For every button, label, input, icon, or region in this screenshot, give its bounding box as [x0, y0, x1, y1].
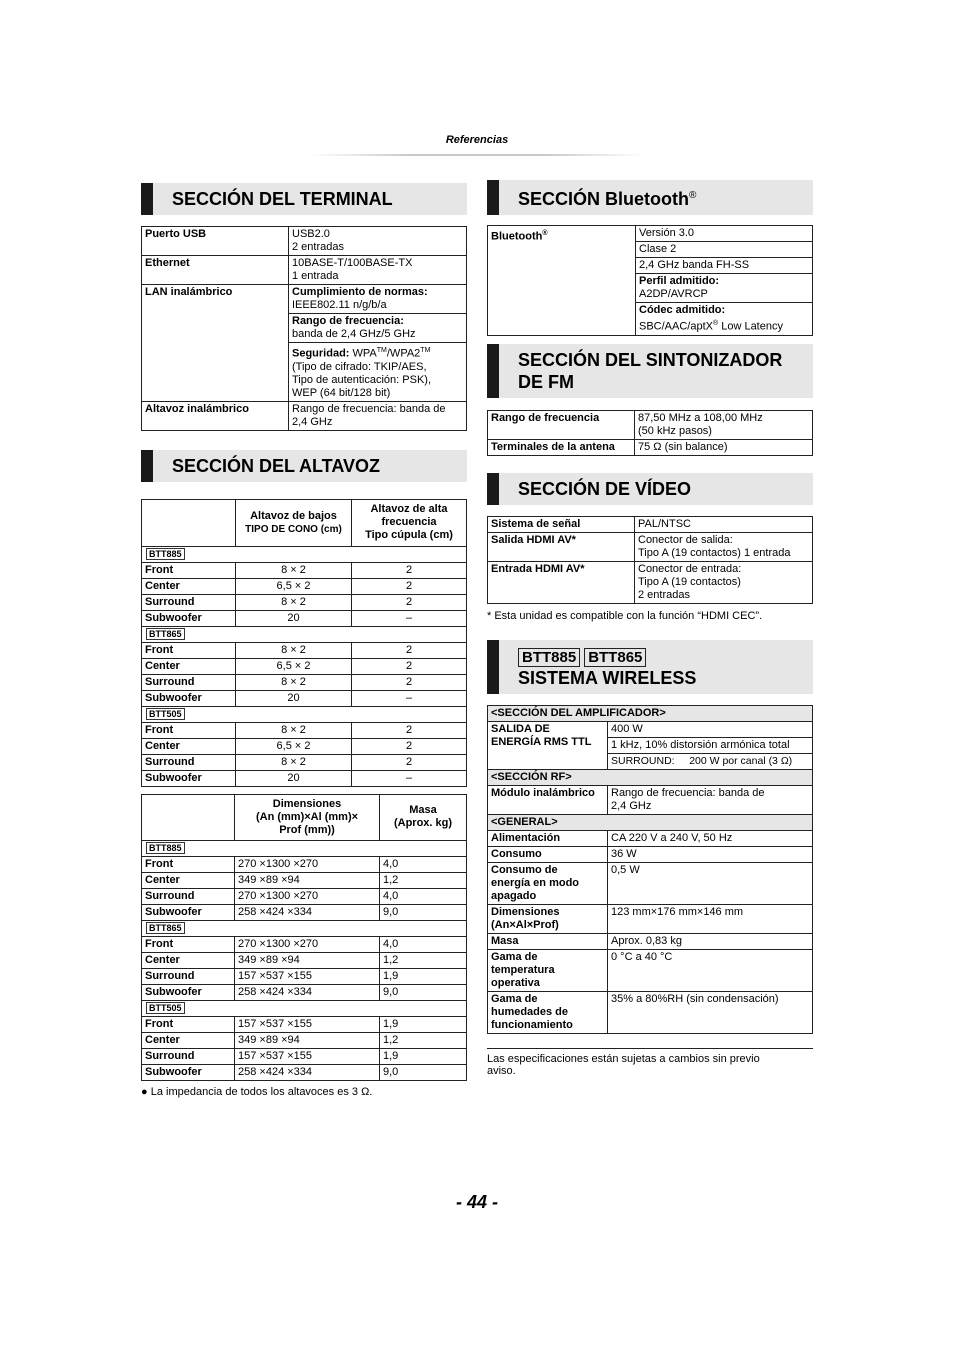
section-video-title — [487, 473, 813, 505]
speaker-name: Surround — [142, 1048, 235, 1064]
table-row — [142, 738, 467, 754]
general-label — [488, 991, 608, 1033]
signal-system-label: Sistema de señal — [488, 516, 635, 532]
speaker-units-body — [142, 546, 467, 786]
model-row — [142, 546, 467, 562]
section-fm-title — [487, 344, 813, 398]
hdmi-in-l3: 2 entradas — [638, 588, 690, 601]
general-value: 0,5 W — [608, 862, 813, 904]
table-row — [142, 1032, 467, 1048]
bt-class: Clase 2 — [636, 242, 813, 258]
lan-standards-value: IEEE802.11 n/g/b/a — [292, 299, 387, 311]
fm-range-value — [635, 410, 813, 439]
bt-band: 2,4 GHz banda FH-SS — [636, 258, 813, 274]
general-section-head: <GENERAL> — [488, 814, 813, 830]
general-label-line: temperatura — [491, 963, 555, 976]
speaker-name: Center — [142, 658, 236, 674]
lan-security-l4: WEP (64 bit/128 bit) — [292, 386, 391, 399]
model-badge: BTT505 — [146, 708, 185, 720]
mass-value: 4,0 — [380, 856, 467, 872]
hdmi-in-value — [635, 561, 813, 603]
rf-section-head: <SECCIÓN RF> — [488, 769, 813, 785]
table-row — [142, 952, 467, 968]
tm-mark: TM — [420, 347, 431, 354]
speaker-name: Subwoofer — [142, 610, 236, 626]
table-row — [488, 705, 813, 721]
model-badge-btt865: BTT865 — [584, 648, 646, 667]
module-value-l1: Rango de frecuencia: banda de — [611, 786, 765, 799]
general-label-line: Consumo — [491, 847, 542, 860]
general-value: CA 220 V a 240 V, 50 Hz — [608, 830, 813, 846]
header-high-l3: Tipo cúpula (cm) — [365, 529, 453, 542]
speaker-name: Front — [142, 722, 236, 738]
general-label — [488, 846, 608, 862]
speaker-name: Surround — [142, 968, 235, 984]
speaker-name: Center — [142, 738, 236, 754]
bass-size: 6,5 × 2 — [236, 738, 352, 754]
fm-antenna-value: 75 Ω (sin balance) — [635, 439, 813, 455]
lan-security-l2: (Tipo de cifrado: TKIP/AES, — [292, 360, 427, 373]
tweeter-size: – — [352, 770, 467, 786]
general-label-line: (An×Al×Prof) — [491, 918, 559, 931]
left-column — [141, 183, 467, 1098]
header-dim-l3: Prof (mm)) — [279, 823, 335, 836]
mass-value: 9,0 — [380, 904, 467, 920]
specs-change-note — [487, 1048, 813, 1077]
table-row — [142, 904, 467, 920]
speaker-name: Surround — [142, 674, 236, 690]
module-value-l2: 2,4 GHz — [611, 799, 652, 812]
header-dim-l2: (An (mm)×Al (mm)× — [255, 810, 359, 823]
mass-value: 1,2 — [380, 1032, 467, 1048]
dimensions-value: 157 ×537 ×155 — [235, 968, 380, 984]
bass-size: 6,5 × 2 — [236, 658, 352, 674]
section-wireless-title — [487, 640, 813, 694]
speaker-name: Subwoofer — [142, 984, 235, 1000]
table-row — [142, 642, 467, 658]
lan-frequency-key: Rango de frecuencia: — [292, 315, 404, 327]
wpa2-text: /WPA2 — [386, 347, 421, 360]
table-row — [142, 856, 467, 872]
usb-value — [289, 227, 467, 256]
table-row — [142, 754, 467, 770]
bt-version: Versión 3.0 — [636, 226, 813, 242]
speaker-name: Center — [142, 872, 235, 888]
rms-surround-value: 200 W por canal (3 Ω) — [689, 754, 793, 767]
table-row — [488, 226, 813, 242]
table-row — [488, 561, 813, 603]
table-header-row — [142, 794, 467, 840]
bass-size: 8 × 2 — [236, 674, 352, 690]
lan-label: LAN inalámbrico — [142, 285, 289, 402]
table-row — [488, 439, 813, 455]
bt-profile-value: A2DP/AVRCP — [639, 288, 708, 300]
hdmi-cec-note: * Esta unidad es compatible con la función “HDMI CEC”. — [487, 609, 763, 622]
table-row — [488, 532, 813, 561]
ethernet-value — [289, 256, 467, 285]
hdmi-in-label: Entrada HDMI AV* — [488, 561, 635, 603]
model-badge: BTT885 — [146, 548, 185, 560]
speaker-name: Front — [142, 936, 235, 952]
general-value: 36 W — [608, 846, 813, 862]
dimensions-value: 258 ×424 ×334 — [235, 1064, 380, 1080]
bluetooth-table — [487, 225, 813, 336]
tweeter-size: 2 — [352, 738, 467, 754]
table-row — [142, 968, 467, 984]
module-value — [608, 785, 813, 814]
wpa-text: WPA — [352, 347, 377, 360]
tweeter-size: 2 — [352, 754, 467, 770]
speaker-name: Center — [142, 1032, 235, 1048]
bluetooth-label — [488, 226, 636, 336]
rms-label-l2: ENERGÍA RMS TTL — [491, 735, 592, 748]
table-row — [142, 1016, 467, 1032]
bass-size: 6,5 × 2 — [236, 578, 352, 594]
header-dimensions — [235, 794, 380, 840]
bt-codec-latency: Low Latency — [718, 320, 783, 333]
speaker-name: Surround — [142, 594, 236, 610]
bass-size: 8 × 2 — [236, 594, 352, 610]
speaker-name: Center — [142, 952, 235, 968]
mass-value: 4,0 — [380, 888, 467, 904]
table-row — [488, 410, 813, 439]
general-label-line: Dimensiones — [491, 905, 560, 918]
table-row — [142, 872, 467, 888]
section-terminal-title — [141, 183, 467, 215]
table-row — [142, 1048, 467, 1064]
registered-mark: ® — [689, 190, 697, 201]
eth-value-l1: 10BASE-T/100BASE-TX — [292, 257, 413, 269]
general-value: 35% a 80%RH (sin condensación) — [608, 991, 813, 1033]
table-row — [488, 933, 813, 949]
lan-standards — [289, 285, 467, 314]
general-label-line: humedades de — [491, 1005, 569, 1018]
speaker-dimensions-table — [141, 794, 467, 1081]
model-cell — [142, 626, 467, 642]
wireless-speaker-label: Altavoz inalámbrico — [142, 401, 289, 430]
speaker-name: Front — [142, 1016, 235, 1032]
dimensions-value: 258 ×424 ×334 — [235, 984, 380, 1000]
general-label — [488, 830, 608, 846]
general-label-line: Masa — [491, 934, 519, 947]
tweeter-size: 2 — [352, 642, 467, 658]
general-label-line: apagado — [491, 889, 537, 902]
model-badge: BTT865 — [146, 628, 185, 640]
module-label: Módulo inalámbrico — [488, 785, 608, 814]
header-empty — [142, 794, 235, 840]
model-cell — [142, 706, 467, 722]
general-label-line: Alimentación — [491, 831, 561, 844]
usb-value-l1: USB2.0 — [292, 228, 330, 240]
mass-value: 1,2 — [380, 872, 467, 888]
mass-value: 1,9 — [380, 1016, 467, 1032]
bt-codec-key: Códec admitido: — [639, 304, 726, 316]
impedance-note-text: La impedancia de todos los altavoces es 3 Ω. — [150, 1085, 373, 1098]
rms-label-l1: SALIDA DE — [491, 722, 550, 735]
dimensions-value: 270 ×1300 ×270 — [235, 936, 380, 952]
ethernet-label: Ethernet — [142, 256, 289, 285]
dimensions-value: 349 ×89 ×94 — [235, 952, 380, 968]
table-row — [142, 674, 467, 690]
impedance-note — [141, 1086, 467, 1098]
general-label-line: Consumo de — [491, 863, 558, 876]
table-row — [488, 949, 813, 991]
speaker-name: Front — [142, 642, 236, 658]
tweeter-size: – — [352, 610, 467, 626]
bass-size: 8 × 2 — [236, 642, 352, 658]
speaker-dimensions-body — [142, 840, 467, 1080]
hdmi-out-l1: Conector de salida: — [638, 533, 733, 546]
dimensions-value: 258 ×424 ×334 — [235, 904, 380, 920]
speaker-name: Subwoofer — [142, 1064, 235, 1080]
table-row — [488, 846, 813, 862]
tweeter-size: 2 — [352, 722, 467, 738]
model-badge: BTT865 — [146, 922, 185, 934]
table-row — [142, 256, 467, 285]
table-row — [488, 830, 813, 846]
hdmi-in-l2: Tipo A (19 contactos) — [638, 575, 741, 588]
speaker-name: Subwoofer — [142, 770, 236, 786]
eth-value-l2: 1 entrada — [292, 270, 339, 282]
general-label — [488, 904, 608, 933]
speaker-name: Subwoofer — [142, 690, 236, 706]
table-row — [142, 285, 467, 314]
amp-section-head: <SECCIÓN DEL AMPLIFICADOR> — [488, 705, 813, 721]
general-label-line: Gama de — [491, 992, 538, 1005]
table-row — [142, 722, 467, 738]
model-badge: BTT505 — [146, 1002, 185, 1014]
hdmi-in-l1: Conector de entrada: — [638, 562, 742, 575]
fm-table — [487, 410, 813, 456]
specs-note-l1: Las especificaciones están sujetas a cambios sin previo — [487, 1052, 760, 1065]
mass-value: 1,9 — [380, 1048, 467, 1064]
general-value: 123 mm×176 mm×146 mm — [608, 904, 813, 933]
header-mass-l2: (Aprox. kg) — [393, 817, 453, 830]
bass-size: 20 — [236, 690, 352, 706]
general-label-line: energía en modo — [491, 876, 580, 889]
section-title-text: SECCIÓN DEL ALTAVOZ — [172, 455, 381, 476]
rms-surround — [608, 753, 813, 769]
fm-antenna-label: Terminales de la antena — [488, 439, 635, 455]
section-bluetooth-title — [487, 180, 813, 215]
bass-size: 8 × 2 — [236, 562, 352, 578]
bluetooth-label-text: Bluetooth — [491, 230, 543, 243]
terminal-table — [141, 226, 467, 431]
table-row — [142, 888, 467, 904]
registered-mark: ® — [712, 320, 719, 327]
table-row — [488, 814, 813, 830]
table-row — [142, 770, 467, 786]
general-label — [488, 862, 608, 904]
page-header: Referencias — [445, 134, 509, 146]
header-high — [352, 499, 467, 546]
lan-security-key: Seguridad: — [292, 347, 350, 360]
mass-value: 9,0 — [380, 984, 467, 1000]
page-number: - 44 - — [455, 1192, 498, 1212]
speaker-name: Front — [142, 562, 236, 578]
table-row — [142, 984, 467, 1000]
general-label-line: funcionamiento — [491, 1018, 573, 1031]
rms-label — [488, 721, 608, 769]
table-row — [142, 401, 467, 430]
tweeter-size: 2 — [352, 594, 467, 610]
general-value: 0 °C a 40 °C — [608, 949, 813, 991]
mass-value: 4,0 — [380, 936, 467, 952]
tweeter-size: 2 — [352, 674, 467, 690]
tweeter-size: 2 — [352, 562, 467, 578]
section-title-l1: SECCIÓN DEL SINTONIZADOR — [518, 349, 783, 370]
lan-frequency-value: banda de 2,4 GHz/5 GHz — [292, 328, 416, 340]
speaker-name: Subwoofer — [142, 904, 235, 920]
bt-profile-key: Perfil admitido: — [639, 275, 720, 287]
speaker-units-table — [141, 499, 467, 787]
model-row — [142, 920, 467, 936]
table-row — [488, 769, 813, 785]
speaker-name: Front — [142, 856, 235, 872]
header-dim-l1: Dimensiones — [272, 797, 342, 810]
hdmi-out-label: Salida HDMI AV* — [488, 532, 635, 561]
table-header-row — [142, 499, 467, 546]
usb-value-l2: 2 entradas — [292, 241, 344, 253]
dimensions-value: 349 ×89 ×94 — [235, 872, 380, 888]
bass-size: 20 — [236, 770, 352, 786]
section-altavoz-title — [141, 450, 467, 482]
section-title-text: SECCIÓN Bluetooth — [518, 189, 689, 209]
model-cell — [142, 1000, 467, 1016]
header-bass-l2: TIPO DE CONO (cm) — [245, 523, 342, 535]
general-label — [488, 933, 608, 949]
section-title-text: SECCIÓN DEL TERMINAL — [172, 189, 393, 209]
model-cell — [142, 840, 467, 856]
table-row — [142, 578, 467, 594]
fm-range-l1: 87,50 MHz a 108,00 MHz — [638, 411, 763, 424]
lan-standards-key: Cumplimiento de normas: — [292, 286, 428, 298]
header-mass-l1: Masa — [409, 804, 437, 817]
model-row — [142, 626, 467, 642]
bt-profile — [636, 274, 813, 303]
header-high-l1: Altavoz de alta — [370, 503, 448, 516]
dimensions-value: 157 ×537 ×155 — [235, 1048, 380, 1064]
speaker-name: Center — [142, 578, 236, 594]
speaker-name: Surround — [142, 754, 236, 770]
wireless-table — [487, 705, 813, 1034]
hdmi-out-l2: Tipo A (19 contactos) 1 entrada — [638, 546, 791, 559]
table-row — [142, 690, 467, 706]
table-row — [488, 862, 813, 904]
table-row — [142, 610, 467, 626]
bt-codec-value: SBC/AAC/aptX — [639, 320, 713, 333]
signal-system-value: PAL/NTSC — [635, 516, 813, 532]
dimensions-value: 157 ×537 ×155 — [235, 1016, 380, 1032]
header-bass — [236, 499, 352, 546]
tweeter-size: 2 — [352, 658, 467, 674]
table-row — [142, 227, 467, 256]
table-row — [488, 991, 813, 1033]
model-row — [142, 706, 467, 722]
model-badge-btt885: BTT885 — [518, 648, 580, 667]
table-row — [142, 562, 467, 578]
rms-distortion: 1 kHz, 10% distorsión armónica total — [608, 737, 813, 753]
bass-size: 8 × 2 — [236, 754, 352, 770]
fm-range-l2: (50 kHz pasos) — [638, 424, 712, 437]
model-cell — [142, 546, 467, 562]
table-row — [142, 936, 467, 952]
table-row — [488, 721, 813, 737]
bass-size: 20 — [236, 610, 352, 626]
header-high-l2: frecuencia — [381, 516, 437, 529]
spk-value-l2: 2,4 GHz — [292, 415, 333, 428]
table-row — [488, 904, 813, 933]
right-column — [487, 180, 813, 1077]
section-title-text: SISTEMA WIRELESS — [518, 667, 697, 688]
general-label-line: Gama de — [491, 950, 538, 963]
speaker-name: Surround — [142, 888, 235, 904]
table-row — [142, 594, 467, 610]
header-empty — [142, 499, 236, 546]
general-body — [488, 830, 813, 1033]
dimensions-value: 349 ×89 ×94 — [235, 1032, 380, 1048]
table-row — [488, 785, 813, 814]
model-row — [142, 1000, 467, 1016]
header-bass-l1: Altavoz de bajos — [250, 509, 337, 522]
lan-security — [289, 343, 467, 402]
general-value: Aprox. 0,83 kg — [608, 933, 813, 949]
specs-note-l2: aviso. — [487, 1064, 516, 1077]
table-row — [142, 1064, 467, 1080]
tweeter-size: – — [352, 690, 467, 706]
model-badge: BTT885 — [146, 842, 185, 854]
bullet-icon: ● — [141, 1085, 148, 1098]
general-label-line: operativa — [491, 976, 540, 989]
general-label — [488, 949, 608, 991]
mass-value: 9,0 — [380, 1064, 467, 1080]
tm-mark: TM — [376, 347, 387, 354]
bass-size: 8 × 2 — [236, 722, 352, 738]
fm-range-label: Rango de frecuencia — [488, 410, 635, 439]
lan-security-l3: Tipo de autenticación: PSK), — [292, 373, 432, 386]
usb-label: Puerto USB — [142, 227, 289, 256]
registered-mark: ® — [542, 230, 548, 237]
model-row — [142, 840, 467, 856]
dimensions-value: 270 ×1300 ×270 — [235, 856, 380, 872]
section-title-l2: DE FM — [518, 371, 574, 392]
video-table — [487, 516, 813, 604]
rms-total: 400 W — [608, 721, 813, 737]
table-row — [142, 658, 467, 674]
rms-surround-key: SURROUND: — [611, 754, 675, 767]
header-rule — [310, 154, 644, 156]
spk-value-l1: Rango de frecuencia: banda de — [292, 402, 446, 415]
section-title-text: SECCIÓN DE VÍDEO — [518, 478, 692, 499]
mass-value: 1,9 — [380, 968, 467, 984]
dimensions-value: 270 ×1300 ×270 — [235, 888, 380, 904]
model-cell — [142, 920, 467, 936]
wireless-speaker-value — [289, 401, 467, 430]
header-mass — [380, 794, 467, 840]
mass-value: 1,2 — [380, 952, 467, 968]
lan-frequency — [289, 314, 467, 343]
hdmi-out-value — [635, 532, 813, 561]
bt-codec — [636, 303, 813, 336]
tweeter-size: 2 — [352, 578, 467, 594]
table-row — [488, 516, 813, 532]
